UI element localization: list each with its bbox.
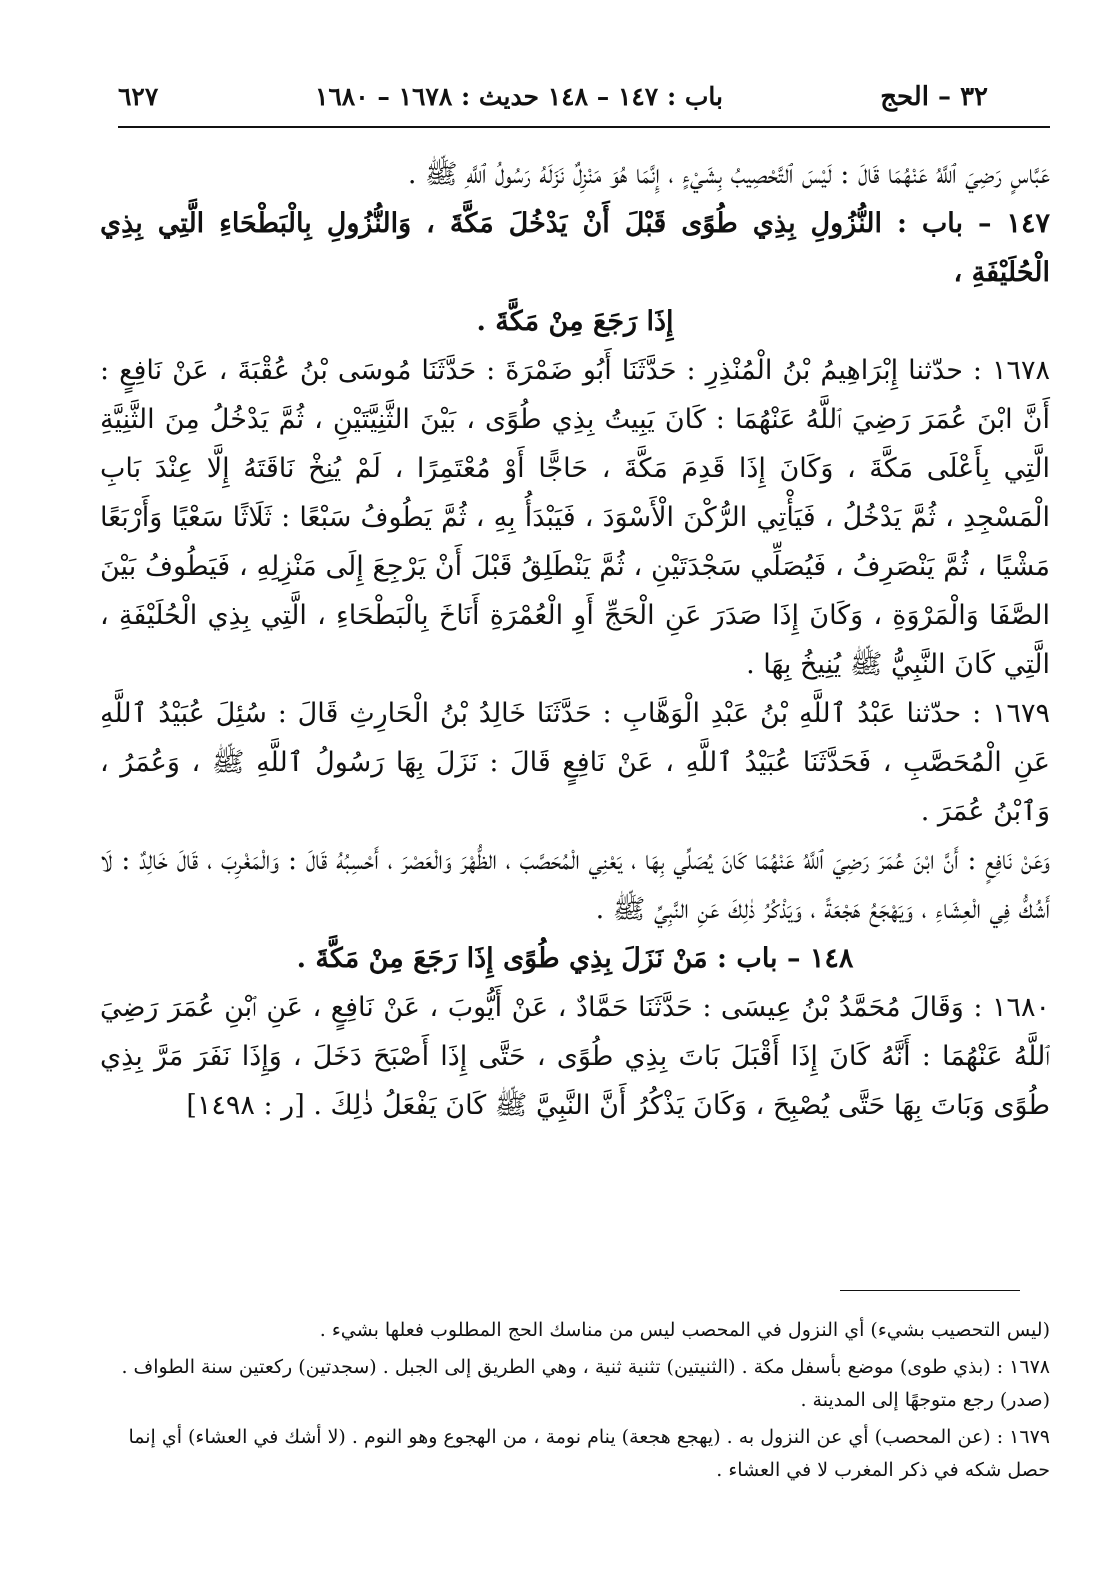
hadith-1678: ١٦٧٨ : حدّثنا إِبْرَاهِيمُ بْنُ الْمُنْذِرِ : حَدَّثَنَا أَبُو ضَمْرَةَ : حَدَّثَنَا مُوسَى بْنُ عُقْبَةَ ، عَنْ نَافِعٍ : أَنَّ ابْنَ عُمَرَ رَضِيَ ٱللَّهُ عَنْهُمَا : كَانَ يَبِيتُ بِذِي طُوًى ، بَيْنَ الثَّنِيَّتَيْنِ ، ثُمَّ يَدْخُلُ مِنَ الثَّنِيَّةِ الَّتِي بِأَعْلَى مَكَّةَ ، وَكَانَ إِذَا قَدِمَ مَكَّةَ ، حَاجًّا أَوْ مُعْتَمِرًا ، لَمْ يُنِخْ نَاقَتَهُ إِلَّا عِنْدَ بَابِ الْمَسْجِدِ ، ثُمَّ يَدْخُلُ ، فَيَأْتِي الرُّكْنَ الْأَسْوَدَ ، فَيَبْدَأُ بِهِ ، ثُمَّ يَطُوفُ سَبْعًا : ثَلَاثًا سَعْيًا وَأَرْبَعًا مَشْيًا ، ثُمَّ يَنْصَرِفُ ، فَيُصَلِّي سَجْدَتَيْنِ ، ثُمَّ يَنْطَلِقُ قَبْلَ أَنْ يَرْجِعَ إِلَى مَنْزِلِهِ ، فَيَطُوفُ بَيْنَ الصَّفَا وَالْمَرْوَةِ ، وَكَانَ إِذَا صَدَرَ عَنِ الْحَجِّ أَوِ الْعُمْرَةِ أَنَاخَ بِالْبَطْحَاءِ ، الَّتِي بِذِي الْحُلَيْفَةِ ، الَّتِي كَانَ النَّبِيُّ ﷺ يُنِيخُ بِهَا . <box>100 355 1050 680</box>
hadith-1680: ١٦٨٠ : وَقَالَ مُحَمَّدُ بْنُ عِيسَى : حَدَّثَنَا حَمَّادٌ ، عَنْ أَيُّوبَ ، عَنْ نَافِعٍ ، عَنِ ٱبْنِ عُمَرَ رَضِيَ ٱللَّهُ عَنْهُمَا : أَنَّهُ كَانَ إِذَا أَقْبَلَ بَاتَ بِذِي طُوًى ، حَتَّى إِذَا أَصْبَحَ دَخَلَ ، وَإِذَا نَفَرَ مَرَّ بِذِي طُوًى وَبَاتَ بِهَا حَتَّى يُصْبِحَ ، وَكَانَ يَذْكُرُ أَنَّ النَّبِيَّ ﷺ كَانَ يَفْعَلُ ذٰلِكَ . [ر : ١٤٩٨] <box>100 992 1050 1121</box>
main-text <box>100 150 1050 1130</box>
footnotes <box>100 1314 1050 1491</box>
footnote-rule <box>840 1290 1020 1291</box>
chapter-hadith-range: باب : ١٤٧ – ١٤٨ حديث : ١٦٧٨ – ١٦٨٠ <box>314 82 723 111</box>
footnote-intro: (ليس التحصيب بشيء) أي النزول في المحصب ليس من مناسك الحج المطلوب فعلها بشيء . <box>319 1319 1050 1341</box>
paragraph-continuation: عَبَّاسٍ رَضِيَ ٱللَّهُ عَنْهُمَا قَالَ : لَيْسَ ٱلتَّحْصِيبُ بِشَيْءٍ ، إِنَّمَا هُوَ مَنْزِلٌ نَزَلَهُ رَسُولُ ٱللَّهِ ﷺ . <box>407 159 1050 190</box>
header-rule <box>118 126 1050 128</box>
book-title: ٣٢ – الحج <box>880 82 988 112</box>
chapter-heading-148: ١٤٨ – باب : مَنْ نَزَلَ بِذِي طُوًى إِذَا رَجَعَ مِنْ مَكَّةَ . <box>296 943 854 974</box>
chapter-heading-147-continued: إِذَا رَجَعَ مِنْ مَكَّةَ . <box>476 306 674 337</box>
chapter-heading-147: ١٤٧ – باب : النُّزُولِ بِذِي طُوًى قَبْلَ أَنْ يَدْخُلَ مَكَّةَ ، وَالنُّزُولِ بِالْبَطْحَاءِ الَّتِي بِذِي الْحُلَيْفَةِ ، <box>100 208 1050 288</box>
hadith-1679-second: وَعَنْ نَافِعٍ : أَنَّ ابْنَ عُمَرَ رَضِيَ ٱللَّهُ عَنْهُمَا كَانَ يُصَلِّي بِهَا ، يَعْنِي الْمُحَصَّبَ ، الظُّهْرَ وَالْعَصْرَ ، أَحْسِبُهُ قَالَ : وَالْمَغْرِبَ ، قَالَ خَالِدٌ : لَا أَشُكُّ فِي الْعِشَاءِ ، وَيَهْجَعُ هَجْعَةً ، وَيَذْكُرُ ذٰلِكَ عَنِ النَّبِيِّ ﷺ . <box>100 845 1050 925</box>
page-header <box>118 82 988 126</box>
hadith-1679: ١٦٧٩ : حدّثنا عَبْدُ ٱللَّهِ بْنُ عَبْدِ الْوَهَّابِ : حَدَّثَنَا خَالِدُ بْنُ الْحَارِثِ قَالَ : سُئِلَ عُبَيْدُ ٱللَّهِ عَنِ الْمُحَصَّبِ ، فَحَدَّثَنَا عُبَيْدُ ٱللَّهِ ، عَنْ نَافِعٍ قَالَ : نَزَلَ بِهَا رَسُولُ ٱللَّهِ ﷺ ، وَعُمَرُ ، وَٱبْنُ عُمَرَ . <box>100 698 1050 827</box>
page-number: ٦٢٧ <box>118 82 159 111</box>
footnote-1678: ١٦٧٨ : (بذي طوى) موضع بأسفل مكة . (الثنيتين) تثنية ثنية ، وهي الطريق إلى الجبل . (سجدتين) ركعتين سنة الطواف . (صدر) رجع متوجهًا إلى المدينة . <box>121 1356 1050 1411</box>
footnote-1679: ١٦٧٩ : (عن المحصب) أي عن النزول به . (يهجع هجعة) ينام نومة ، من الهجوع وهو النوم . (لا أشك في العشاء) أي إنما حصل شكه في ذكر المغرب لا في العشاء . <box>128 1426 1050 1481</box>
